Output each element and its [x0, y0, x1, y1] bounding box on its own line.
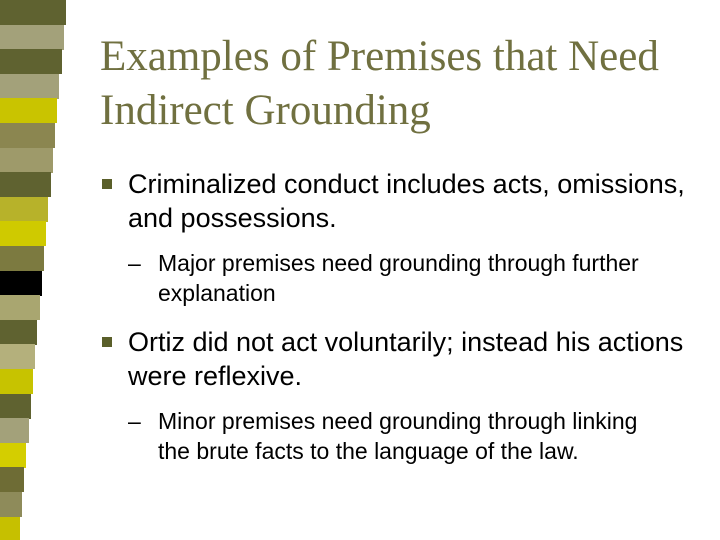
stripe-segment — [0, 394, 31, 419]
bullet-square-icon — [102, 179, 112, 189]
sub-bullet-2 — [128, 406, 668, 466]
stripe-segment — [0, 492, 22, 517]
bullet-item-1: Criminalized conduct includes acts, omissions, and possessions. — [128, 169, 685, 233]
bullet-square-icon — [102, 337, 112, 347]
stripe-segment — [0, 172, 51, 197]
sub-bullet-1-text: Major premises need grounding through further explanation — [158, 250, 639, 306]
stripe-segment — [0, 0, 66, 25]
stripe-segment — [0, 369, 33, 394]
stripe-segment — [0, 123, 55, 148]
bullet-item-2: Ortiz did not act voluntarily; instead his actions were reflexive. — [128, 327, 684, 391]
dash-icon: – — [128, 250, 141, 276]
stripe-segment — [0, 25, 64, 50]
stripe-segment — [0, 221, 46, 246]
dash-icon: – — [128, 408, 141, 434]
stripe-segment — [0, 246, 44, 271]
stripe-segment — [0, 74, 59, 99]
sub-bullet-1 — [128, 248, 668, 308]
stripe-segment — [0, 467, 24, 492]
stripe-segment — [0, 148, 53, 173]
stripe-segment — [0, 344, 35, 369]
stripe-segment — [0, 271, 42, 296]
decorative-stripe-bar — [0, 0, 70, 540]
stripe-segment — [0, 49, 62, 74]
sub-bullet-2-text: Minor premises need grounding through linking the brute facts to the language of the law. — [158, 408, 638, 464]
stripe-segment — [0, 197, 48, 222]
slide-title: Examples of Premises that Need Indirect Grounding — [100, 33, 659, 134]
stripe-segment — [0, 418, 29, 443]
stripe-segment — [0, 320, 37, 345]
stripe-segment — [0, 443, 26, 468]
stripe-segment — [0, 295, 40, 320]
stripe-segment — [0, 517, 20, 540]
stripe-segment — [0, 98, 57, 123]
